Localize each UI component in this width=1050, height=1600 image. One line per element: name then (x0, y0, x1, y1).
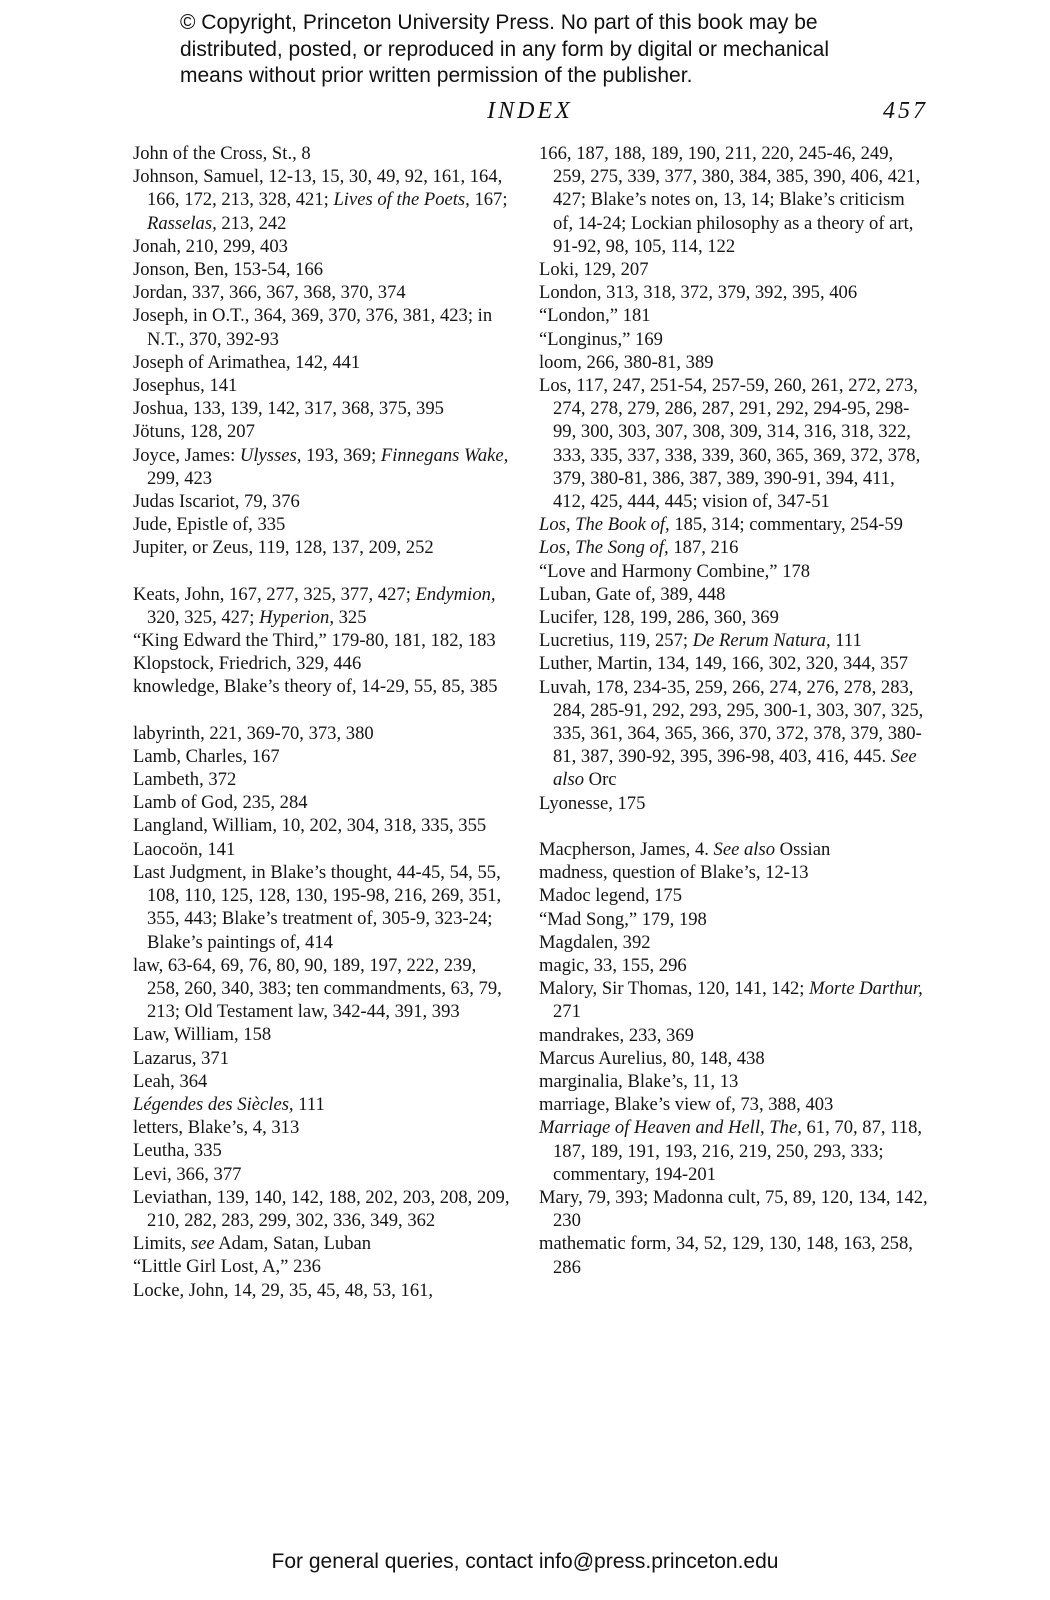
index-entry-text: Lyonesse, 175 (539, 792, 646, 814)
footer-contact: For general queries, contact info@press.princeton.edu (271, 1550, 779, 1573)
index-entry (133, 165, 513, 235)
index-entry-italic-text: Marriage of Heaven and Hell, The, (539, 1117, 802, 1139)
index-entry-text: “King Edward the Third,” 179-80, 181, 182, 183 (133, 630, 496, 652)
index-entry-text: 167; (469, 189, 508, 211)
index-entry (539, 142, 929, 258)
index-entry (133, 1047, 513, 1070)
index-entry-text: 193, 369; (301, 444, 381, 466)
index-entry (539, 281, 929, 304)
index-entry-italic-text: See also (553, 746, 917, 791)
index-entry (133, 1279, 513, 1302)
index-entry-italic-text: De Rerum Natura, (692, 630, 831, 652)
index-right-column (539, 142, 929, 1279)
index-entry-text: Limits, (133, 1233, 191, 1255)
index-entry-text: Loki, 129, 207 (539, 259, 649, 281)
index-entry-text: Ossian (775, 838, 831, 860)
index-entry (133, 768, 513, 791)
index-entry-text: Adam, Satan, Luban (214, 1233, 372, 1255)
index-entry (133, 1186, 513, 1232)
index-entry (133, 420, 513, 443)
index-entry (133, 722, 513, 745)
page-number: 457 (883, 98, 928, 124)
index-entry-text: 213, 242 (216, 212, 287, 234)
index-entry (133, 791, 513, 814)
copyright-notice-line: means without prior written permission of the publisher. (180, 64, 693, 87)
index-entry-text: Klopstock, Friedrich, 329, 446 (133, 653, 362, 675)
index-entry-text: Lazarus, 371 (133, 1047, 230, 1069)
index-entry-text: Judas Iscariot, 79, 376 (133, 491, 300, 513)
index-entry-text: 111 (293, 1093, 325, 1115)
index-entry (539, 513, 929, 536)
index-entry-text: Joseph of Arimathea, 142, 441 (133, 351, 361, 373)
index-left-column (133, 142, 513, 1302)
index-entry-text: Law, William, 158 (133, 1024, 272, 1046)
index-entry (133, 397, 513, 420)
index-entry-text: Lucifer, 128, 199, 286, 360, 369 (539, 607, 779, 629)
index-entry (539, 583, 929, 606)
index-entry-text: 187, 216 (668, 537, 739, 559)
index-entry (133, 374, 513, 397)
index-entry (133, 652, 513, 675)
index-entry (539, 629, 929, 652)
index-entry-text: letters, Blake’s, 4, 313 (133, 1117, 300, 1139)
index-entry-text: labyrinth, 221, 369-70, 373, 380 (133, 722, 374, 744)
index-entry (539, 792, 929, 815)
index-entry (539, 1116, 929, 1186)
index-entry (539, 328, 929, 351)
index-entry-text: Leviathan, 139, 140, 142, 188, 202, 203, 208, 209, 210, 282, 283, 299, 302, 336, 349, 362 (133, 1186, 510, 1231)
index-entry-text: Jupiter, or Zeus, 119, 128, 137, 209, 252 (133, 537, 434, 559)
index-entry (133, 281, 513, 304)
index-entry-text: Lucretius, 119, 257; (539, 630, 693, 652)
index-entry (133, 536, 513, 559)
index-entry-text: Jötuns, 128, 207 (133, 421, 255, 443)
index-entry (133, 1070, 513, 1093)
index-entry (133, 444, 513, 490)
index-entry-italic-text: Légendes des Siècles, (133, 1093, 294, 1115)
index-entry-text: Luther, Martin, 134, 149, 166, 302, 320, 344, 357 (539, 653, 909, 675)
index-entry-italic-text: Hyperion, (259, 606, 334, 628)
index-entry (539, 676, 929, 792)
index-entry (133, 1116, 513, 1139)
index-entry-text: mathematic form, 34, 52, 129, 130, 148, 163, 258, 286 (539, 1233, 913, 1278)
index-entry (539, 1232, 929, 1278)
index-entry-text: Mary, 79, 393; Madonna cult, 75, 89, 120, 134, 142, 230 (539, 1186, 928, 1232)
index-entry (539, 908, 929, 931)
index-entry-text: 320, 325, 427; (147, 606, 260, 628)
index-entry-text: Joyce, James: (133, 444, 240, 466)
index-entry-text: law, 63-64, 69, 76, 80, 90, 189, 197, 222, 239, 258, 260, 340, 383; ten commandments, 63, 79, 213; Old Testament law, 342-44, 391, 393 (133, 954, 502, 1023)
index-entry-text: Locke, John, 14, 29, 35, 45, 48, 53, 161, (133, 1279, 434, 1301)
index-entry-text: Joseph, in O.T., 364, 369, 370, 376, 381, 423; in N.T., 370, 392-93 (133, 305, 493, 350)
index-entry (133, 142, 513, 165)
index-entry (539, 931, 929, 954)
index-entry-text: Luvah, 178, 234-35, 259, 266, 274, 276, 278, 283, 284, 285-91, 292, 293, 295, 300-1, 303, 307, 325, 335, 361, 364, 365, 366, 370, 372, 378, 379, 380-81, 387, 390-92, 395, 396-98, 403, 416, 445. (539, 676, 924, 768)
index-entry (133, 304, 513, 350)
index-entry-italic-text: Lives of the Poets, (333, 189, 470, 211)
index-entry-italic-text: Los, The Song of, (539, 537, 669, 559)
index-entry (133, 1023, 513, 1046)
index-entry (539, 1093, 929, 1116)
index-entry-text: Jordan, 337, 366, 367, 368, 370, 374 (133, 282, 406, 304)
index-entry (539, 884, 929, 907)
index-entry-italic-text: Finnegans Wake, (380, 444, 509, 466)
index-entry-text: Leah, 364 (133, 1070, 208, 1092)
index-entry-italic-text: Morte Darthur, (809, 978, 923, 1000)
index-entry (133, 814, 513, 837)
index-entry (133, 258, 513, 281)
index-entry (539, 1070, 929, 1093)
index-entry (539, 1186, 929, 1232)
index-entry-text: 299, 423 (147, 467, 213, 489)
index-entry (133, 838, 513, 861)
index-entry (133, 235, 513, 258)
index-entry-text: London, 313, 318, 372, 379, 392, 395, 406 (539, 282, 858, 304)
index-entry (133, 1232, 513, 1255)
index-entry (133, 629, 513, 652)
index-entry (133, 1255, 513, 1278)
running-head (132, 98, 928, 128)
index-entry (539, 351, 929, 374)
index-entry-text: 166, 187, 188, 189, 190, 211, 220, 245-46, 249, 259, 275, 339, 377, 380, 384, 385, 390, 406, 421, 427; Blake’s notes on, 13, 14; Blake’s criticism of, 14-24; Lockian philosophy as a theory of art, 91-92, 98, 105, 114, 122 (539, 143, 921, 257)
index-entry-text: 185, 314; commentary, 254-59 (669, 514, 903, 536)
index-entry (133, 861, 513, 954)
index-entry (539, 977, 929, 1023)
index-entry (539, 536, 929, 559)
index-entry-text: Los, 117, 247, 251-54, 257-59, 260, 261, 272, 273, 274, 278, 279, 286, 287, 291, 292, 294-95, 298-99, 300, 303, 307, 308, 309, 314, 316, 318, 322, 333, 335, 337, 338, 339, 360, 365, 369, 372, 378, 379, 380-81, 386, 387, 389, 390-91, 394, 411, 412, 425, 444, 445; vision of, 347-51 (539, 375, 921, 513)
index-entry-text: Lamb of God, 235, 284 (133, 792, 308, 814)
index-entry-text: mandrakes, 233, 369 (539, 1024, 694, 1046)
index-entry-text: Jonson, Ben, 153-54, 166 (133, 259, 324, 281)
index-entry (133, 583, 513, 629)
index-entry-text: Langland, William, 10, 202, 304, 318, 335, 355 (133, 815, 487, 837)
index-entry-text: loom, 266, 380-81, 389 (539, 351, 714, 373)
index-entry-text: Keats, John, 167, 277, 325, 377, 427; (133, 583, 416, 605)
index-entry (133, 954, 513, 1024)
index-entry (133, 745, 513, 768)
index-entry-text: “Little Girl Lost, A,” 236 (133, 1256, 321, 1278)
index-entry (539, 1024, 929, 1047)
index-entry-text: Madoc legend, 175 (539, 885, 683, 907)
index-entry-text: Jonah, 210, 299, 403 (133, 235, 288, 257)
index-entry-text: Levi, 366, 377 (133, 1163, 242, 1185)
index-entry (133, 490, 513, 513)
index-entry-text: “Longinus,” 169 (539, 328, 663, 350)
index-entry-text: Last Judgment, in Blake’s thought, 44-45, 54, 55, 108, 110, 125, 128, 130, 195-98, 216, 269, 351, 355, 443; Blake’s treatment of, 305-9, 323-24; Blake’s paintings of, 414 (133, 861, 502, 953)
index-entry-text: Lambeth, 372 (133, 769, 237, 791)
index-entry-text: 325 (333, 606, 367, 628)
index-entry-italic-text: Rasselas, (147, 212, 217, 234)
index-entry (539, 1047, 929, 1070)
index-entry-text: marginalia, Blake’s, 11, 13 (539, 1070, 739, 1092)
index-entry-text: Laocoön, 141 (133, 838, 236, 860)
index-entry-text: Lamb, Charles, 167 (133, 745, 280, 767)
index-entry-italic-text: see (190, 1233, 215, 1255)
index-entry-text: Joshua, 133, 139, 142, 317, 368, 375, 395 (133, 398, 444, 420)
index-entry-text: Macpherson, James, 4. (539, 838, 714, 860)
index-entry-italic-text: Ulysses, (239, 444, 302, 466)
index-entry-text: Josephus, 141 (133, 375, 238, 397)
index-entry (539, 560, 929, 583)
index-entry-text: Johnson, Samuel, 12-13, 15, 30, 49, 92, 161, 164, 166, 172, 213, 328, 421; (133, 166, 503, 211)
index-entry (539, 304, 929, 327)
index-entry (539, 374, 929, 513)
index-entry-text: John of the Cross, St., 8 (133, 143, 311, 164)
index-entry (133, 513, 513, 536)
index-entry-italic-text: See also (713, 838, 775, 860)
index-entry (133, 1163, 513, 1186)
index-entry (133, 351, 513, 374)
index-entry-text: Luban, Gate of, 389, 448 (539, 583, 726, 605)
index-entry-text: Jude, Epistle of, 335 (133, 514, 286, 536)
index-entry-italic-text: Endymion, (415, 583, 496, 605)
index-entry (539, 861, 929, 884)
index-entry-text: Marcus Aurelius, 80, 148, 438 (539, 1047, 765, 1069)
index-entry (133, 675, 513, 698)
index-entry (539, 258, 929, 281)
index-entry-text: 61, 70, 87, 118, 187, 189, 191, 193, 216, 219, 250, 293, 333; commentary, 194-201 (553, 1117, 923, 1185)
index-entry-text: 111 (830, 630, 862, 652)
index-entry-text: magic, 33, 155, 296 (539, 954, 687, 976)
copyright-notice-line: distributed, posted, or reproduced in any form by digital or mechanical (180, 37, 830, 61)
index-entry-text: marriage, Blake’s view of, 73, 388, 403 (539, 1094, 834, 1116)
index-entry-text: Malory, Sir Thomas, 120, 141, 142; (539, 978, 810, 1000)
copyright-notice-line: © Copyright, Princeton University Press. No part of this book may be (180, 11, 818, 34)
index-entry (133, 1139, 513, 1162)
index-entry-text: “Love and Harmony Combine,” 178 (539, 560, 811, 582)
index-entry (539, 606, 929, 629)
page-title: INDEX (487, 98, 573, 124)
copyright-notice (180, 10, 900, 90)
index-entry-italic-text: Los, The Book of, (539, 514, 670, 536)
index-entry-text: 271 (553, 1001, 581, 1023)
index-entry (539, 652, 929, 675)
index-entry-text: “London,” 181 (539, 305, 651, 327)
index-entry (133, 1093, 513, 1116)
index-entry-text: Leutha, 335 (133, 1140, 222, 1162)
index-entry (539, 838, 929, 861)
index-entry-text: Orc (584, 769, 617, 791)
index-entry-text: “Mad Song,” 179, 198 (539, 908, 707, 930)
index-entry-text: knowledge, Blake’s theory of, 14-29, 55, 85, 385 (133, 676, 498, 698)
index-entry (539, 954, 929, 977)
index-entry-text: madness, question of Blake’s, 12-13 (539, 862, 809, 884)
index-entry-text: Magdalen, 392 (539, 931, 651, 953)
